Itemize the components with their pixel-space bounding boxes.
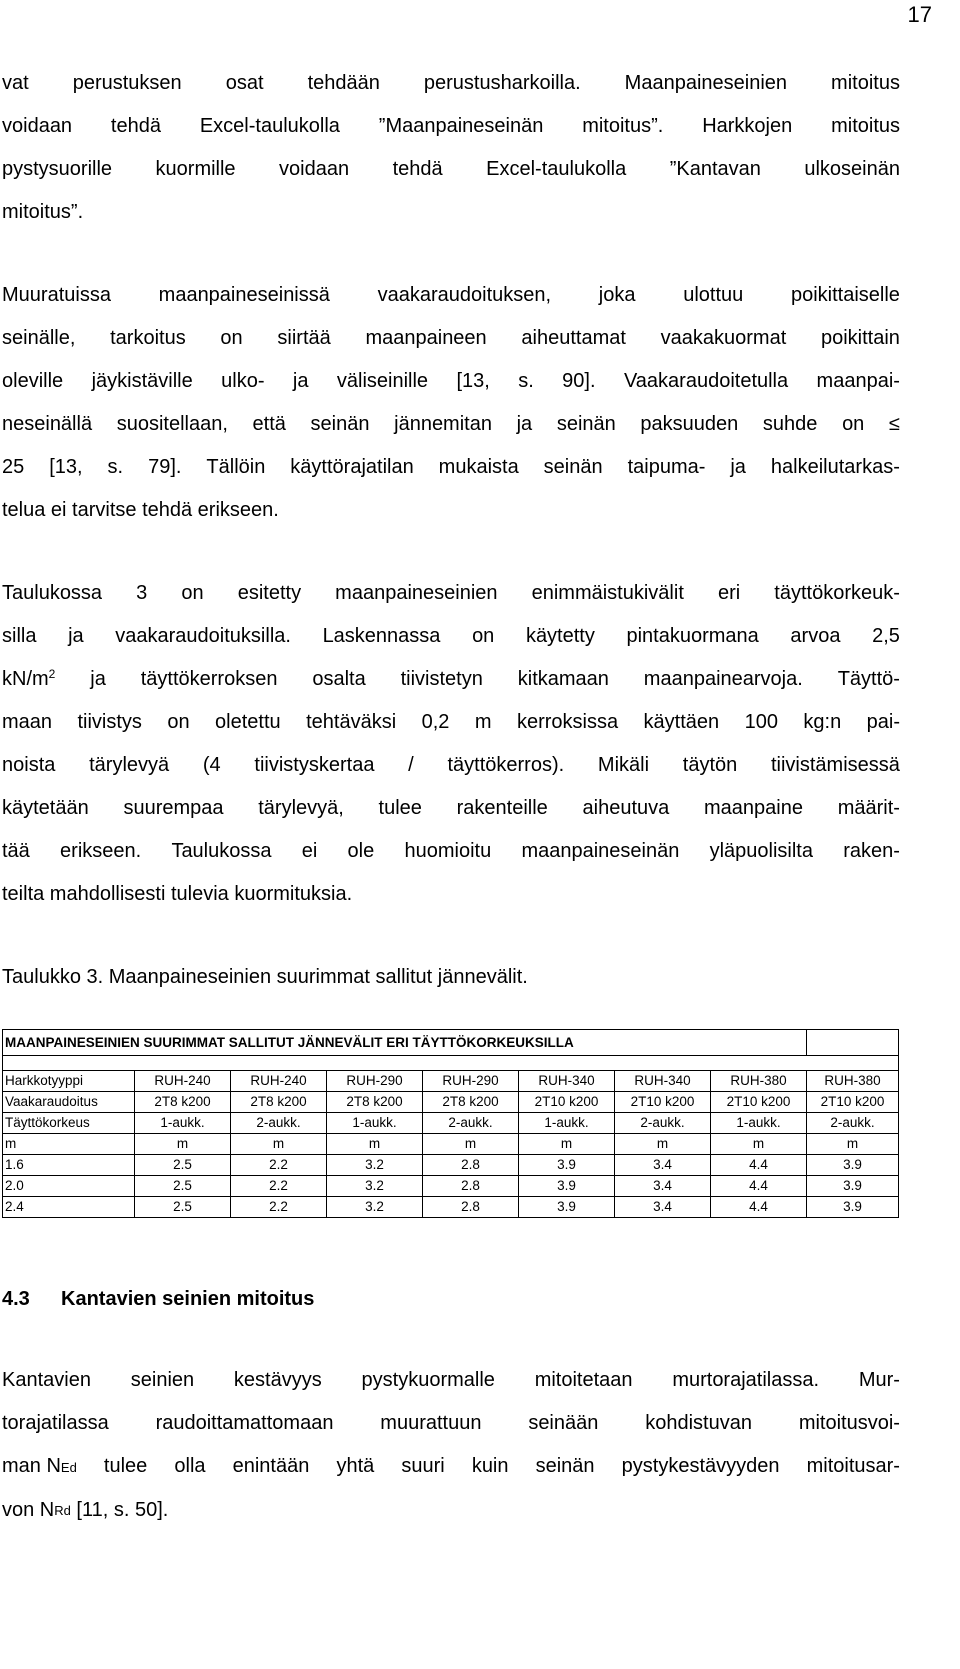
word: ole [347, 840, 375, 862]
word: jäykistäville [91, 370, 193, 392]
table-cell: 4.4 [711, 1155, 807, 1176]
word: mitoitetaan [534, 1369, 633, 1391]
table-cell: Täyttökorkeus [3, 1113, 135, 1134]
word: tää [2, 840, 30, 862]
table-cell: 2.2 [231, 1197, 327, 1218]
word: kuin [471, 1455, 509, 1477]
word: tarkoitus [110, 327, 186, 349]
text-line [2, 701, 900, 744]
table-cell: RUH-340 [615, 1071, 711, 1092]
word: ei [301, 840, 318, 862]
table-cell: 2.8 [423, 1155, 519, 1176]
word: yhtä [336, 1455, 375, 1477]
paragraph-3 [2, 572, 900, 916]
table-cell: 1-aukk. [519, 1113, 615, 1134]
word: enintään [232, 1455, 310, 1477]
text-line-unit [2, 658, 900, 701]
word: poikittain [820, 327, 900, 349]
table-cell: 2.2 [231, 1176, 327, 1197]
word: ja [90, 668, 106, 690]
word: noista [2, 754, 56, 776]
text-line [2, 148, 900, 191]
table-cell: 2T10 k200 [711, 1092, 807, 1113]
word: huomioitu [404, 840, 492, 862]
symbol-subscript: Rd [54, 1503, 71, 1518]
table-cell: 1-aukk. [327, 1113, 423, 1134]
table-cell: 2.8 [423, 1176, 519, 1197]
word: m [474, 711, 492, 733]
table-cell: RUH-290 [327, 1071, 423, 1092]
text-line [2, 830, 900, 873]
word: kestävyys [233, 1369, 322, 1391]
word: ≤ [888, 413, 900, 435]
table-row [3, 1092, 899, 1113]
span-table [2, 1029, 899, 1218]
symbol-subscript: Ed [60, 1460, 77, 1475]
table-cell: 2.0 [3, 1176, 135, 1197]
word: raken- [843, 840, 900, 862]
text-line [2, 446, 900, 489]
text-line [2, 317, 900, 360]
word: voidaan [2, 115, 73, 137]
text-line: teilta mahdollisesti tulevia kuormituksia. [2, 883, 353, 905]
word: tehtäväksi [306, 711, 397, 733]
word: Excel-taulukolla [199, 115, 340, 137]
word: osat [225, 72, 264, 94]
word: s. [107, 456, 124, 478]
word: ja [292, 370, 309, 392]
word: 2,5 [872, 625, 900, 647]
table-title-empty-cell [807, 1030, 899, 1056]
word: mitoitus”. [582, 115, 664, 137]
table-cell: 3.9 [519, 1197, 615, 1218]
word: on [472, 625, 495, 647]
table-cell: m [135, 1134, 231, 1155]
table-cell: 2-aukk. [423, 1113, 519, 1134]
table-row [3, 1155, 899, 1176]
word: joka [598, 284, 636, 306]
word: murtorajatilassa. [672, 1369, 820, 1391]
word: perustuksen [72, 72, 182, 94]
nrd-line-rest: [11, s. 50]. [70, 1499, 169, 1521]
word: [13, [49, 456, 83, 478]
word: eri [717, 582, 741, 604]
word: on [842, 413, 865, 435]
table-cell: 1.6 [3, 1155, 135, 1176]
word: 0,2 [421, 711, 450, 733]
word: olla [174, 1455, 206, 1477]
word: vat [2, 72, 29, 94]
table-cell: 4.4 [711, 1176, 807, 1197]
table-cell: RUH-290 [423, 1071, 519, 1092]
word: oleville [2, 370, 64, 392]
word: vaakaraudoituksen, [377, 284, 552, 306]
word: enimmäistukivälit [531, 582, 684, 604]
word: tärylevyä, [258, 797, 344, 819]
table-cell: 4.4 [711, 1197, 807, 1218]
unit-word [2, 658, 55, 701]
text-line-nrd [2, 1489, 900, 1532]
table-cell: 1-aukk. [711, 1113, 807, 1134]
word: maanpaineseinissä [158, 284, 330, 306]
text-line [2, 1359, 900, 1402]
word: seinän [310, 413, 370, 435]
word: tehdä [392, 158, 443, 180]
table-cell: 2.5 [135, 1155, 231, 1176]
table-cell: 2.4 [3, 1197, 135, 1218]
table-cell: RUH-380 [711, 1071, 807, 1092]
word: suuri [401, 1455, 445, 1477]
word: käytetty [525, 625, 595, 647]
text-line [2, 105, 900, 148]
table-cell: Harkkotyyppi [3, 1071, 135, 1092]
word: esitetty [237, 582, 302, 604]
table-cell: 2T10 k200 [615, 1092, 711, 1113]
word: ”Maanpaineseinän [378, 115, 544, 137]
table-cell: 3.4 [615, 1197, 711, 1218]
table-cell: m [3, 1134, 135, 1155]
table-spacer-cell [3, 1056, 899, 1071]
word: mitoitusar- [806, 1455, 900, 1477]
word: ulkoseinän [804, 158, 900, 180]
word: että [252, 413, 286, 435]
word: pintakuormana [626, 625, 759, 647]
table-title: MAANPAINESEINIEN SUURIMMAT SALLITUT JÄNNEVÄLIT ERI TÄYTTÖKORKEUKSILLA [3, 1030, 807, 1056]
word: pystykestävyyden [621, 1455, 780, 1477]
table-cell: 2.5 [135, 1176, 231, 1197]
word: tehdä [110, 115, 161, 137]
table-cell: 3.9 [519, 1176, 615, 1197]
word: käyttäen [643, 711, 720, 733]
section-heading [2, 1278, 900, 1321]
word: Excel-taulukolla [486, 158, 627, 180]
word: väliseinille [336, 370, 429, 392]
table-row [3, 1176, 899, 1197]
word: kerroksissa [516, 711, 619, 733]
word: pystykuormalle [361, 1369, 495, 1391]
word: pai- [866, 711, 900, 733]
word: voidaan [279, 158, 350, 180]
table-cell: 2T8 k200 [135, 1092, 231, 1113]
table-cell: m [711, 1134, 807, 1155]
word: maanpaineseinän [521, 840, 680, 862]
word: pystysuorille [2, 158, 113, 180]
paragraph-4 [2, 1359, 900, 1532]
word: maanpaine [704, 797, 803, 819]
table-cell: RUH-380 [807, 1071, 899, 1092]
word: suhde [762, 413, 818, 435]
word: ja [68, 625, 84, 647]
word: on [167, 711, 190, 733]
page-number: 17 [907, 2, 932, 27]
section-title: Kantavien seinien mitoitus [61, 1288, 315, 1310]
word: Vaakaraudoitetulla [623, 370, 789, 392]
word: halkeilutarkas- [770, 456, 900, 478]
word: ja [516, 413, 533, 435]
text-line [2, 62, 900, 105]
table-cell: RUH-340 [519, 1071, 615, 1092]
word: erikseen. [60, 840, 142, 862]
symbol-text: man N [2, 1455, 61, 1477]
word: tehdään [307, 72, 380, 94]
word: täyttökerroksen [140, 668, 278, 690]
text-line-ned [2, 1445, 900, 1489]
word: s. [518, 370, 534, 392]
word: täytön [682, 754, 738, 776]
table-cell: m [807, 1134, 899, 1155]
table-cell: 2-aukk. [807, 1113, 899, 1134]
word: Laskennassa [322, 625, 441, 647]
table-cell: 2T8 k200 [423, 1092, 519, 1113]
table-cell: m [423, 1134, 519, 1155]
word: Taulukossa [171, 840, 272, 862]
section-number: 4.3 [2, 1288, 30, 1310]
word: mitoitus [831, 72, 900, 94]
word: Taulukossa [2, 582, 103, 604]
nrd-text: von N [2, 1499, 55, 1521]
word: siirtää [277, 327, 331, 349]
word: osalta [312, 668, 366, 690]
table-cell: 3.9 [519, 1155, 615, 1176]
word: ”Kantavan [669, 158, 761, 180]
word: Täyttö- [837, 668, 900, 690]
table-row [3, 1197, 899, 1218]
word: Mur- [858, 1369, 900, 1391]
paragraph-1 [2, 62, 900, 234]
word: maanpaineen [365, 327, 487, 349]
word: silla [2, 625, 37, 647]
word: kohdistuvan [645, 1412, 752, 1434]
word: tiivistyskertaa [254, 754, 375, 776]
unit-exponent: 2 [48, 667, 56, 681]
word: tiivistämisessä [770, 754, 900, 776]
word: rakenteille [456, 797, 548, 819]
word: ulko- [221, 370, 265, 392]
table-cell: 3.9 [807, 1176, 899, 1197]
word: tulee [103, 1455, 148, 1477]
word: vaakaraudoituksilla. [115, 625, 291, 647]
table-row [3, 1113, 899, 1134]
word: taipuma- [627, 456, 706, 478]
word: 79]. [148, 456, 182, 478]
word: seinien [130, 1369, 195, 1391]
table-cell: RUH-240 [135, 1071, 231, 1092]
word: [13, [456, 370, 490, 392]
word: seinän [543, 456, 603, 478]
word: seinälle, [2, 327, 76, 349]
word: maanpainearvoja. [643, 668, 803, 690]
word: / [408, 754, 414, 776]
text-line [2, 572, 900, 615]
word: aiheutuva [582, 797, 670, 819]
word: ja [730, 456, 746, 478]
word: muurattuun [380, 1412, 482, 1434]
paragraph-2 [2, 274, 900, 532]
word: torajatilassa [2, 1412, 109, 1434]
word: kg:n [803, 711, 842, 733]
table-cell: 2.8 [423, 1197, 519, 1218]
word: tulee [378, 797, 422, 819]
word: on [220, 327, 243, 349]
word: maan [2, 711, 53, 733]
unit-text: kN/m [2, 668, 49, 690]
table-cell: 2-aukk. [615, 1113, 711, 1134]
document-body [2, 62, 900, 1572]
table-spacer-row [3, 1056, 899, 1071]
word: Harkkojen [702, 115, 793, 137]
table-cell: 3.2 [327, 1155, 423, 1176]
table-cell: 3.9 [807, 1197, 899, 1218]
table-cell: m [519, 1134, 615, 1155]
word: määrit- [837, 797, 900, 819]
word: poikittaiselle [790, 284, 900, 306]
text-line [2, 787, 900, 830]
word: tärylevyä [89, 754, 170, 776]
word: neseinällä [2, 413, 93, 435]
word: paksuuden [640, 413, 739, 435]
table-cell: m [327, 1134, 423, 1155]
table-cell: 2.5 [135, 1197, 231, 1218]
word: seinän [556, 413, 616, 435]
table-row [3, 1071, 899, 1092]
table-cell: 3.9 [807, 1155, 899, 1176]
word: aiheuttamat [521, 327, 626, 349]
text-line [2, 403, 900, 446]
word: kitkamaan [517, 668, 609, 690]
word: Mikäli [597, 754, 650, 776]
word: 100 [744, 711, 778, 733]
table-cell: m [615, 1134, 711, 1155]
word: Muuratuissa [2, 284, 111, 306]
text-line [2, 1402, 900, 1445]
table-title-row [3, 1030, 899, 1056]
text-line: mitoitus”. [2, 201, 84, 223]
table-cell: RUH-240 [231, 1071, 327, 1092]
word: tiivistetyn [400, 668, 483, 690]
word: Tällöin [206, 456, 266, 478]
word: Maanpaineseinien [624, 72, 788, 94]
word: perustusharkoilla. [423, 72, 581, 94]
table-cell: 2T8 k200 [231, 1092, 327, 1113]
word: 90]. [562, 370, 596, 392]
word: raudoittamattomaan [155, 1412, 334, 1434]
table-cell: 3.2 [327, 1176, 423, 1197]
word: seinään [528, 1412, 599, 1434]
table-cell: Vaakaraudoitus [3, 1092, 135, 1113]
table-cell: 2T10 k200 [519, 1092, 615, 1113]
table-row [3, 1134, 899, 1155]
table-cell: 2T10 k200 [807, 1092, 899, 1113]
word: 3 [136, 582, 148, 604]
text-line [2, 744, 900, 787]
table-cell: 2.2 [231, 1155, 327, 1176]
table-cell: 1-aukk. [135, 1113, 231, 1134]
word: seinän [535, 1455, 595, 1477]
word: ulottuu [683, 284, 744, 306]
table-cell: 2T8 k200 [327, 1092, 423, 1113]
table-caption: Taulukko 3. Maanpaineseinien suurimmat sallitut jännevälit. [2, 966, 528, 988]
word: Kantavien [2, 1369, 91, 1391]
word: on [181, 582, 204, 604]
word: tiivistys [77, 711, 142, 733]
word: mitoitusvoi- [798, 1412, 900, 1434]
word: maanpai- [816, 370, 900, 392]
word: maanpaineseinien [335, 582, 498, 604]
table-cell: 2-aukk. [231, 1113, 327, 1134]
word: suositellaan, [116, 413, 228, 435]
word: (4 [202, 754, 221, 776]
word: arvoa [790, 625, 841, 647]
word: vaakakuormat [660, 327, 787, 349]
symbol-ned [2, 1445, 77, 1489]
text-line [2, 360, 900, 403]
word: käyttörajatilan [290, 456, 414, 478]
word: jännemitan [394, 413, 492, 435]
word: suurempaa [123, 797, 224, 819]
table-cell: 3.2 [327, 1197, 423, 1218]
text-line [2, 615, 900, 658]
text-line: telua ei tarvitse tehdä erikseen. [2, 499, 279, 521]
word: täyttökorkeuk- [774, 582, 900, 604]
word: käytetään [2, 797, 89, 819]
word: 25 [2, 456, 25, 478]
table-cell: m [231, 1134, 327, 1155]
text-line [2, 274, 900, 317]
word: mitoitus [831, 115, 900, 137]
word: täyttökerros). [447, 754, 565, 776]
word: mukaista [438, 456, 519, 478]
word: oletettu [215, 711, 281, 733]
word: yläpuolisilta [709, 840, 813, 862]
word: kuormille [155, 158, 236, 180]
table-cell: 3.4 [615, 1176, 711, 1197]
table-cell: 3.4 [615, 1155, 711, 1176]
